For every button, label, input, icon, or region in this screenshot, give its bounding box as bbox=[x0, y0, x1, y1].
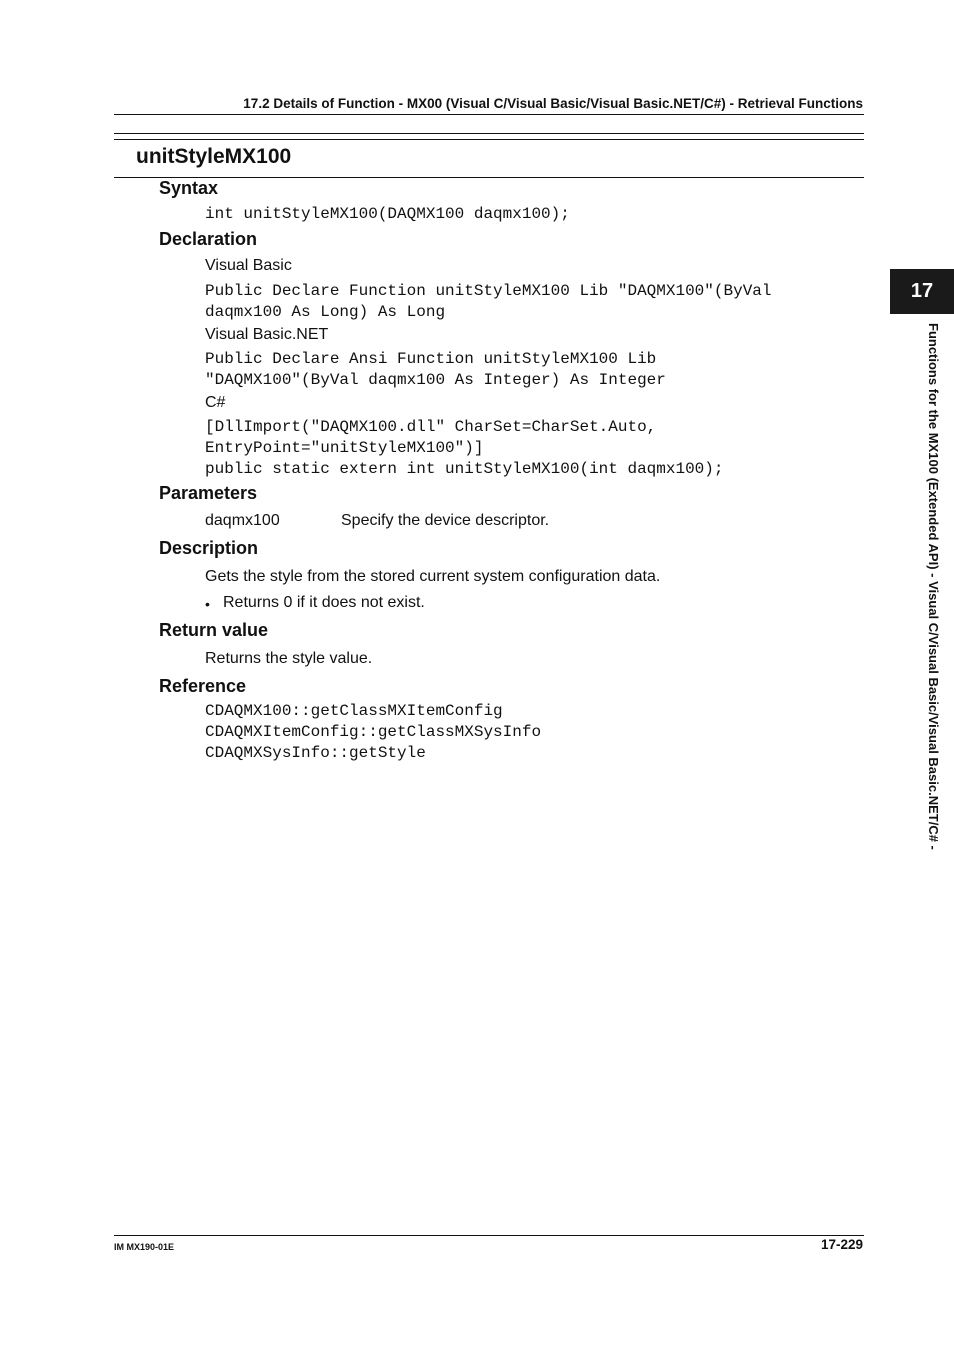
syntax-heading: Syntax bbox=[159, 178, 219, 198]
bullet-marker: • bbox=[205, 596, 210, 612]
function-title: unitStyleMX100 bbox=[136, 145, 292, 168]
footer-doc-id: IM MX190-01E bbox=[114, 1242, 175, 1252]
vb-code-line-2: daqmx100 As Long) As Long bbox=[205, 303, 446, 321]
parameters-heading: Parameters bbox=[159, 483, 258, 503]
title-rule bbox=[114, 177, 864, 178]
header-rule bbox=[114, 114, 864, 115]
vbnet-code-line-1: Public Declare Ansi Function unitStyleMX100 Lib bbox=[205, 350, 657, 368]
reference-line: CDAQMXSysInfo::getStyle bbox=[205, 744, 426, 762]
vb-code-line-1: Public Declare Function unitStyleMX100 Lib "DAQMX100"(ByVal bbox=[205, 282, 772, 300]
description-text: Gets the style from the stored current system configuration data. bbox=[205, 568, 661, 585]
vb-label: Visual Basic bbox=[205, 257, 292, 274]
description-heading: Description bbox=[159, 538, 259, 558]
page-number: 17-229 bbox=[820, 1237, 863, 1252]
chapter-tab: 17 bbox=[890, 269, 954, 314]
declaration-heading: Declaration bbox=[159, 229, 258, 249]
cs-code-line-3: public static extern int unitStyleMX100(int daqmx100); bbox=[205, 460, 724, 478]
cs-code-line-2: EntryPoint="unitStyleMX100")] bbox=[205, 439, 484, 457]
reference-heading: Reference bbox=[159, 676, 247, 696]
return-value-heading: Return value bbox=[159, 620, 269, 640]
footer-rule bbox=[114, 1235, 864, 1236]
parameter-name: daqmx100 bbox=[205, 512, 280, 529]
vbnet-code-line-2: "DAQMX100"(ByVal daqmx100 As Integer) As Integer bbox=[205, 371, 666, 389]
reference-line: CDAQMX100::getClassMXItemConfig bbox=[205, 702, 503, 720]
header-rule-double-top bbox=[114, 133, 864, 134]
reference-line: CDAQMXItemConfig::getClassMXSysInfo bbox=[205, 723, 542, 741]
header-rule-double-bottom bbox=[114, 139, 864, 140]
description-bullet: Returns 0 if it does not exist. bbox=[223, 594, 425, 611]
running-header: 17.2 Details of Function - MX00 (Visual C/Visual Basic/Visual Basic.NET/C#) - Retrieval Functions bbox=[243, 96, 863, 111]
chapter-side-text: Functions for the MX100 (Extended API) - Visual C/Visual Basic/Visual Basic.NET/C# - bbox=[926, 323, 941, 850]
cs-label: C# bbox=[205, 394, 226, 411]
parameter-description: Specify the device descriptor. bbox=[341, 512, 550, 529]
return-value-text: Returns the style value. bbox=[205, 650, 373, 667]
cs-code-line-1: [DllImport("DAQMX100.dll" CharSet=CharSet.Auto, bbox=[205, 418, 657, 436]
vbnet-label: Visual Basic.NET bbox=[205, 326, 329, 343]
syntax-code: int unitStyleMX100(DAQMX100 daqmx100); bbox=[205, 205, 570, 223]
